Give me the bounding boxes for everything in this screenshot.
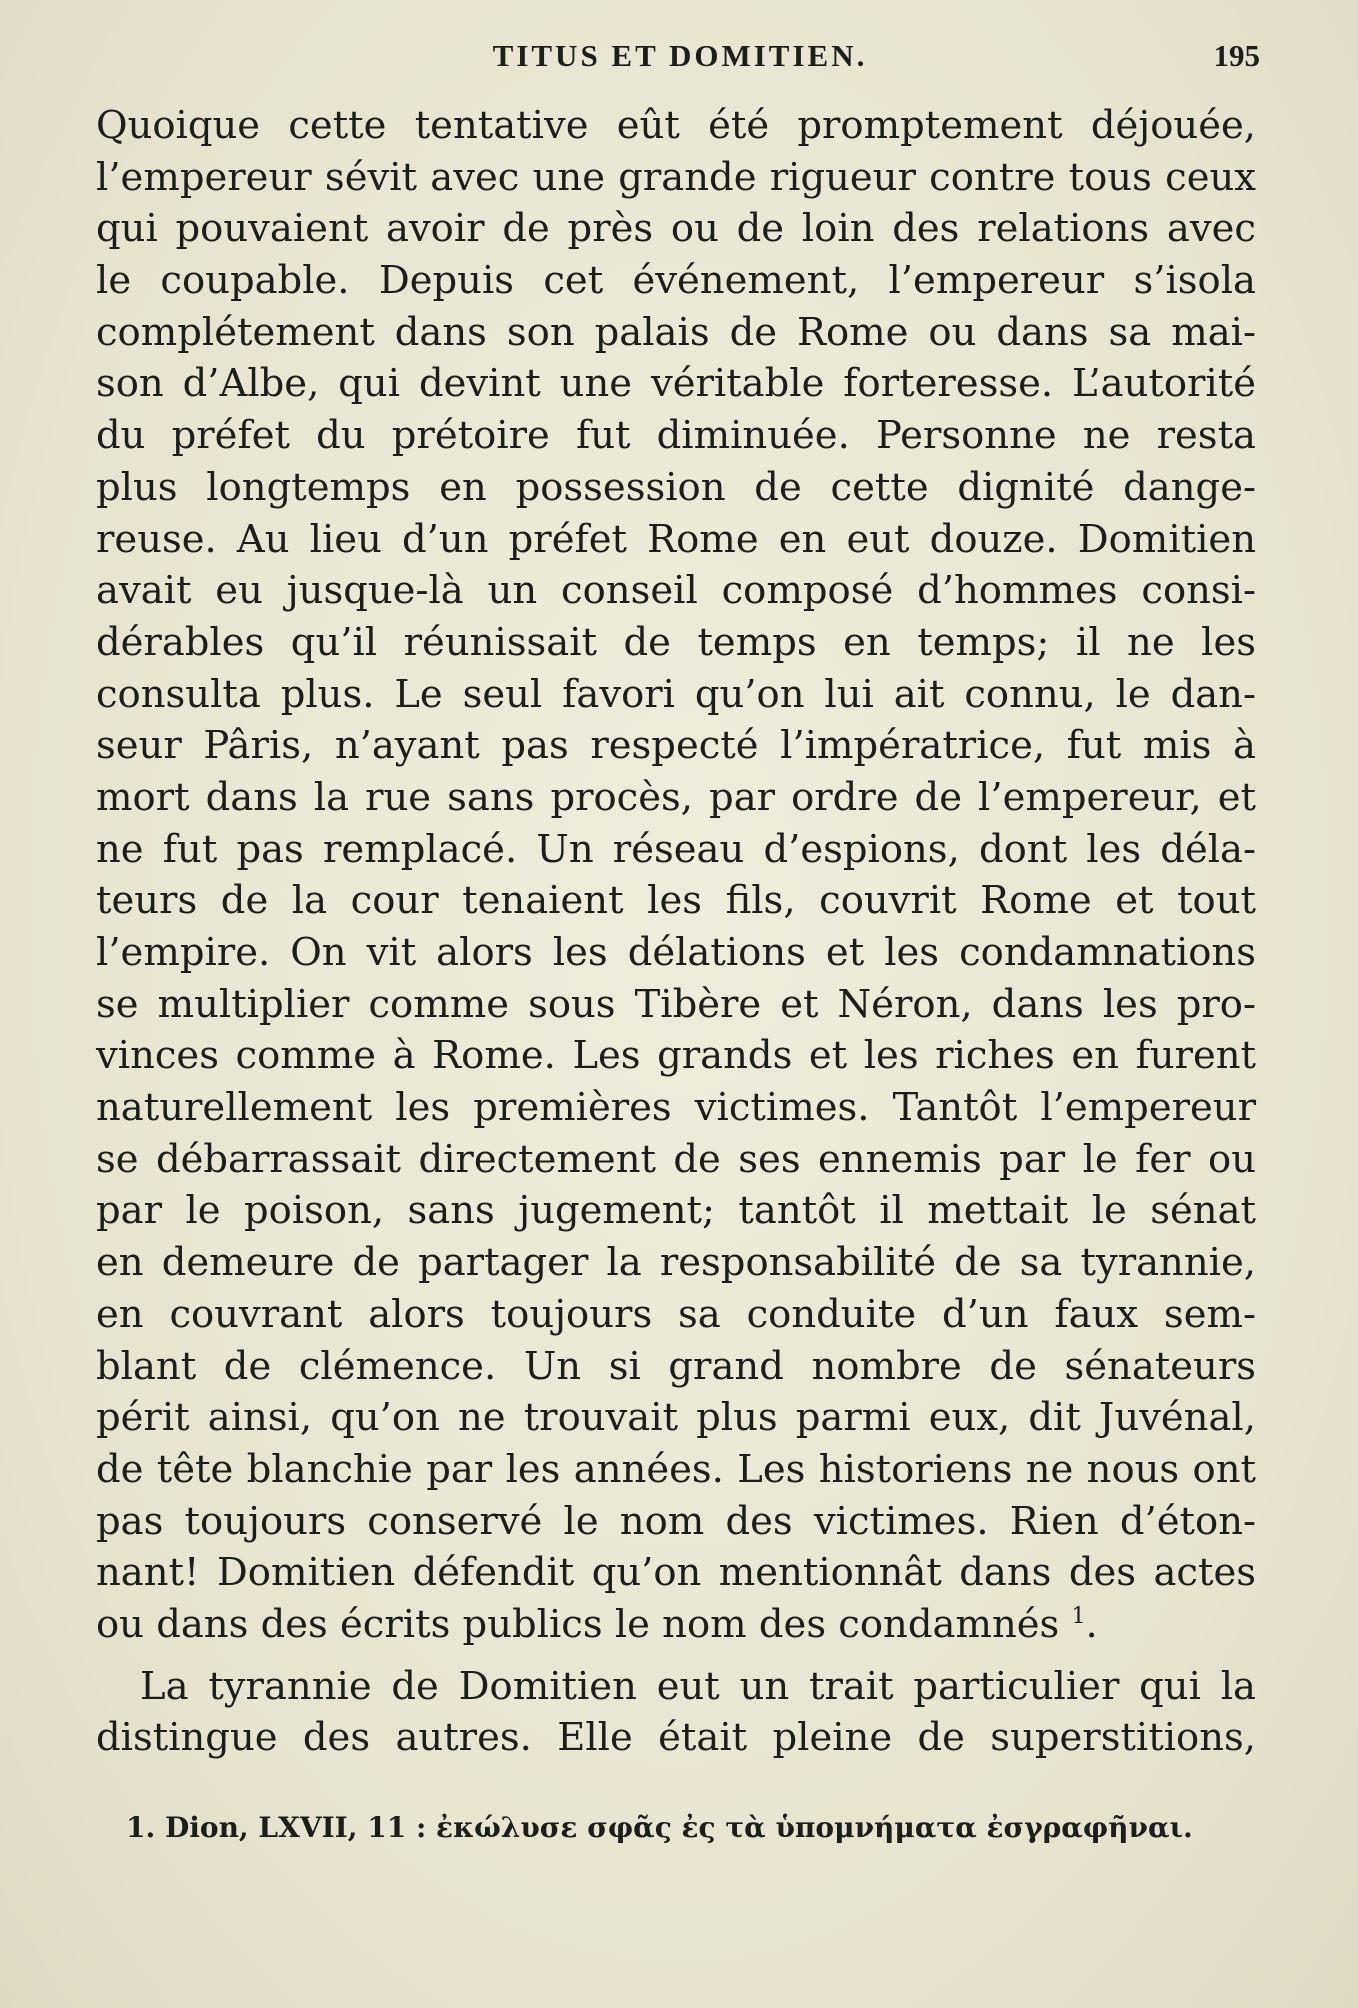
text-line: complétement dans son palais de Rome ou dans sa mai-	[96, 309, 1256, 355]
text-line: nant! Domitien défendit qu’on mentionnât dans des actes	[96, 1550, 1256, 1596]
text-line: vinces comme à Rome. Les grands et les riches en furent	[96, 1033, 1256, 1079]
text-line-content: ou dans des écrits publics le nom des condamnés	[96, 1601, 1060, 1647]
text-line: consulta plus. Le seul favori qu’on lui ait connu, le dan-	[96, 671, 1256, 717]
paragraph-1	[96, 100, 1256, 1651]
body-text	[96, 100, 1256, 1764]
text-line: plus longtemps en possession de cette dignité dange-	[96, 464, 1256, 510]
text-line: en demeure de partager la responsabilité de sa tyrannie,	[96, 1240, 1256, 1286]
page-number: 195	[1213, 38, 1260, 73]
running-title: TITUS ET DOMITIEN.	[492, 38, 868, 73]
footnote-number: 1.	[126, 1811, 156, 1844]
text-line: seur Pâris, n’ayant pas respecté l’impératrice, fut mis à	[96, 723, 1256, 769]
text-line: de tête blanchie par les années. Les historiens ne nous ont	[96, 1446, 1256, 1492]
text-line: pas toujours conservé le nom des victimes. Rien d’éton-	[96, 1498, 1256, 1544]
text-line: La tyrannie de Domitien eut un trait particulier qui la	[140, 1663, 1256, 1709]
text-line: naturellement les premières victimes. Tantôt l’empereur	[96, 1085, 1256, 1131]
text-line: périt ainsi, qu’on ne trouvait plus parmi eux, dit Juvénal,	[96, 1395, 1256, 1441]
text-line: blant de clémence. Un si grand nombre de sénateurs	[96, 1343, 1256, 1389]
text-line: qui pouvaient avoir de près ou de loin des relations avec	[96, 206, 1256, 252]
text-line: son d’Albe, qui devint une véritable forteresse. L’autorité	[96, 361, 1256, 407]
text-line: se multiplier comme sous Tibère et Néron, dans les pro-	[96, 981, 1256, 1027]
text-line: en couvrant alors toujours sa conduite d’un faux sem-	[96, 1291, 1256, 1337]
paragraph-gap	[96, 1651, 1256, 1661]
paragraph-2	[96, 1661, 1256, 1764]
text-line: avait eu jusque-là un conseil composé d’hommes consi-	[96, 568, 1256, 614]
text-line: dérables qu’il réunissait de temps en temps; il ne les	[96, 619, 1256, 665]
text-line: distingue des autres. Elle était pleine de superstitions,	[96, 1715, 1256, 1761]
text-line: du préfet du prétoire fut diminuée. Personne ne resta	[96, 413, 1256, 459]
text-line: se débarrassait directement de ses ennemis par le fer ou	[96, 1136, 1256, 1182]
text-line: teurs de la cour tenaient les fils, couvrit Rome et tout	[96, 878, 1256, 924]
footnote-reference[interactable]: 1	[1071, 1604, 1086, 1630]
text-line: par le poison, sans jugement; tantôt il mettait le sénat	[96, 1188, 1256, 1234]
text-line: Quoique cette tentative eût été promptement déjouée,	[96, 103, 1256, 148]
text-line-final: ou dans des écrits publics le nom des condamnés $^1$.	[96, 1601, 1098, 1647]
text-line: reuse. Au lieu d’un préfet Rome en eut douze. Domitien	[96, 516, 1256, 562]
running-head	[100, 38, 1260, 82]
footnote-text: Dion, LXVII, 11 : ἐκώλυσε σφᾶς ἐς τὰ ὑπομνήματα ἐσγραφῆναι.	[164, 1811, 1193, 1844]
text-line: l’empereur sévit avec une grande rigueur contre tous ceux	[96, 154, 1256, 200]
footnote	[126, 1810, 1226, 1846]
text-line: l’empire. On vit alors les délations et les condamnations	[96, 930, 1256, 975]
text-line: le coupable. Depuis cet événement, l’empereur s’isola	[96, 258, 1256, 304]
text-line: ne fut pas remplacé. Un réseau d’espions, dont les déla-	[96, 826, 1256, 872]
text-line: mort dans la rue sans procès, par ordre de l’empereur, et	[96, 774, 1256, 820]
